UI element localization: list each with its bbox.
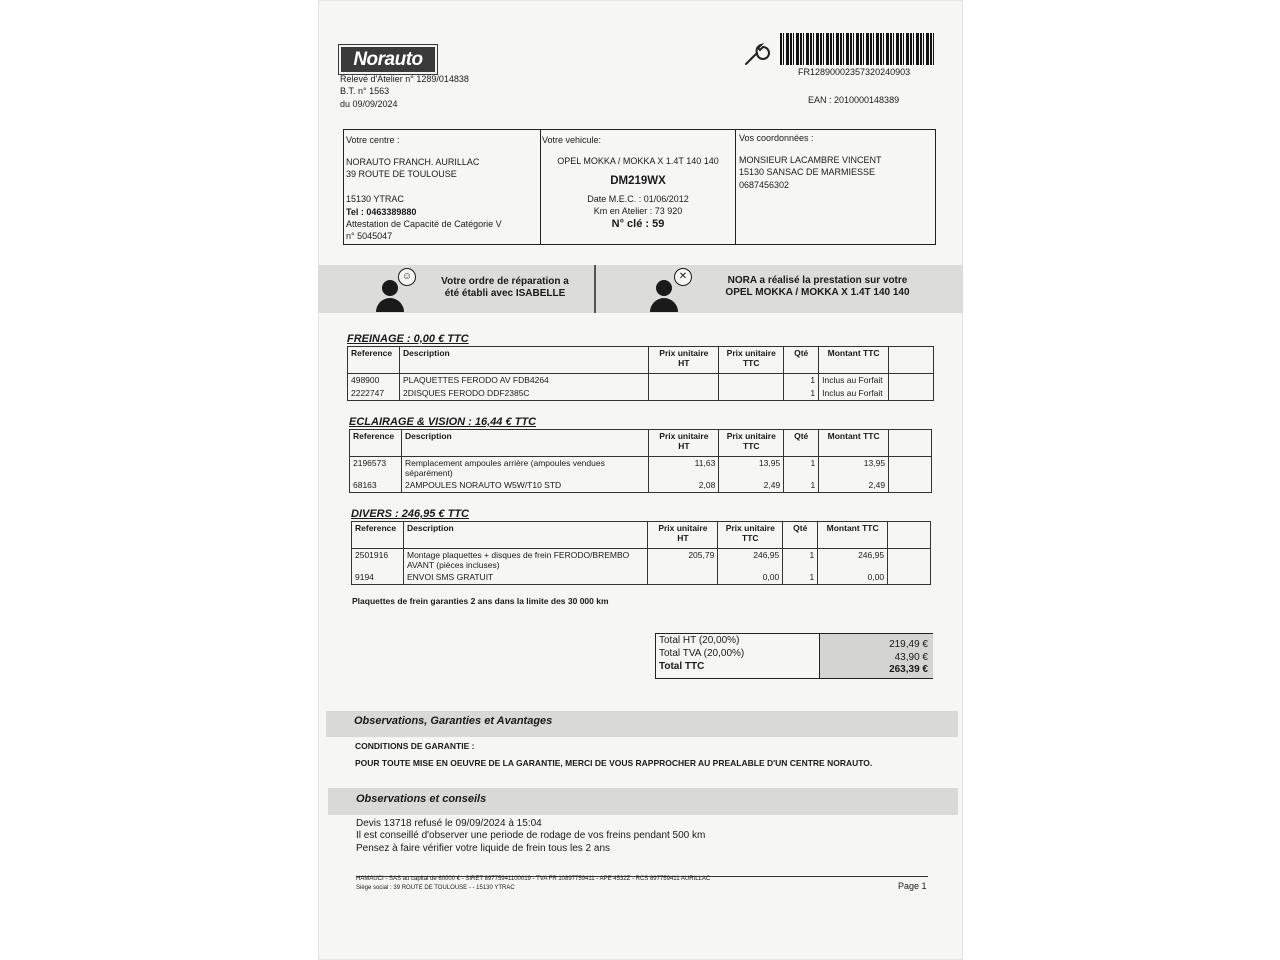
total-tva-label: Total TVA (20,00%) — [659, 648, 745, 659]
table-row: 2222747 2DISQUES FERODO DDF2385C 1 Inclus au Forfait — [348, 387, 934, 401]
col-montant: Montant TTC — [819, 430, 889, 457]
barcode — [780, 33, 935, 65]
col-description: Description — [403, 522, 647, 549]
conditions-text: POUR TOUTE MISE EN OEUVRE DE LA GARANTIE, MERCI DE VOUS RAPPROCHER AU PREALABLE D'UN CENTRE NORAUTO. — [355, 758, 873, 768]
table-row: 9194 ENVOI SMS GRATUIT 0,00 1 0,00 — [352, 571, 931, 585]
col-montant: Montant TTC — [819, 347, 889, 374]
total-tva-value: 43,90 € — [894, 652, 928, 663]
col-pu-ht: Prix unitaire HT — [648, 522, 718, 549]
totals-box — [655, 633, 933, 679]
smile-bubble-icon: ☺ — [398, 268, 416, 286]
eclairage-title: ECLAIRAGE & VISION : 16,44 € TTC — [349, 416, 537, 428]
conditions-label: CONDITIONS DE GARANTIE : — [355, 741, 475, 751]
divers-title: DIVERS : 246,95 € TTC — [351, 508, 469, 520]
col-pu-ht: Prix unitaire HT — [649, 347, 719, 374]
banner-left-line1: Votre ordre de réparation a — [441, 276, 569, 287]
norauto-logo: Norauto — [339, 45, 437, 74]
total-ht-value: 219,49 € — [889, 639, 928, 650]
freinage-title: FREINAGE : 0,00 € TTC — [347, 333, 469, 345]
divers-note: Plaquettes de frein garanties 2 ans dans la limite des 30 000 km — [352, 596, 609, 606]
centre-city: 15130 YTRAC — [346, 194, 404, 204]
col-qte: Qté — [783, 522, 818, 549]
table-header — [350, 430, 932, 457]
col-description: Description — [399, 347, 648, 374]
centre-label: Votre centre : — [346, 135, 400, 145]
col-description: Description — [401, 430, 648, 457]
vehicule-plate: DM219WX — [610, 175, 666, 187]
banner-left-line2: été établi avec ISABELLE — [444, 288, 566, 299]
centre-address: 39 ROUTE DE TOULOUSE — [346, 169, 457, 179]
coordonnees-label: Vos coordonnées : — [739, 133, 814, 143]
client-address: 15130 SANSAC DE MARMIESSE — [739, 167, 876, 177]
page-number: Page 1 — [898, 881, 927, 891]
vehicule-model: OPEL MOKKA / MOKKA X 1.4T 140 140 — [557, 156, 719, 166]
conseils-line1: Devis 13718 refusé le 09/09/2024 à 15:04 — [356, 818, 542, 829]
banner-divider — [594, 265, 596, 313]
centre-tel — [346, 206, 416, 218]
col-extra — [888, 522, 931, 549]
col-pu-ttc: Prix unitaire TTC — [719, 347, 784, 374]
wrench-icon — [742, 40, 770, 68]
banner-right-text — [700, 275, 935, 299]
advisor-person-icon — [374, 268, 414, 312]
ean-code: EAN : 2010000148389 — [808, 95, 900, 105]
table-row: 68163 2AMPOULES NORAUTO W5W/T10 STD 2,08 2,49 1 2,49 — [350, 479, 932, 493]
technician-person-icon — [648, 268, 692, 312]
tools-bubble-icon: ✕ — [674, 268, 692, 286]
releve-number: Relevé d'Atelier n° 1289/014838 — [340, 74, 469, 84]
observations-title: Observations, Garanties et Avantages — [354, 715, 553, 727]
table-row: 2501916 Montage plaquettes + disques de frein FERODO/BREMBO AVANT (pièces incluses) 205,79 246,95 1 246,95 — [352, 549, 931, 572]
col-qte: Qté — [784, 430, 819, 457]
centre-tel-label: Tel : — [346, 207, 367, 217]
vehicule-key-number: N° clé : 59 — [611, 218, 665, 230]
total-ttc-label: Total TTC — [659, 661, 705, 672]
table-row: 2196573 Remplacement ampoules arrière (ampoules vendues séparément) 11,63 13,95 1 13,95 — [350, 457, 932, 480]
total-ttc-value: 263,39 € — [889, 664, 928, 675]
col-extra — [889, 347, 934, 374]
eclairage-table — [349, 429, 932, 493]
divers-table — [351, 521, 931, 585]
col-qte: Qté — [784, 347, 819, 374]
vehicule-label: Votre vehicule: — [542, 135, 602, 145]
col-pu-ttc: Prix unitaire TTC — [718, 522, 783, 549]
col-pu-ttc: Prix unitaire TTC — [719, 430, 784, 457]
col-reference: Reference — [352, 522, 404, 549]
vehicule-km: Km en Atelier : 73 920 — [593, 206, 683, 216]
client-name: MONSIEUR LACAMBRE VINCENT — [739, 155, 882, 165]
client-phone: 0687456302 — [739, 180, 790, 190]
total-ht-label: Total HT (20,00%) — [659, 635, 740, 646]
conseils-line3: Pensez à faire vérifier votre liquide de frein tous les 2 ans — [356, 843, 611, 854]
table-row: 498900 PLAQUETTES FERODO AV FDB4264 1 Inclus au Forfait — [348, 374, 934, 388]
conseils-title: Observations et conseils — [356, 793, 487, 805]
centre-attestation-number: n° 5045047 — [346, 231, 393, 241]
banner-right-line2: OPEL MOKKA / MOKKA X 1.4T 140 140 — [725, 287, 910, 298]
table-header — [352, 522, 931, 549]
centre-tel-number: 0463389880 — [366, 207, 417, 217]
centre-attestation: Attestation de Capacité de Catégorie V — [346, 219, 502, 229]
vehicule-mec: Date M.E.C. : 01/06/2012 — [587, 194, 689, 204]
footer-address: Siège social : 39 ROUTE DE TOULOUSE - - 15130 YTRAC — [356, 885, 515, 891]
barcode-number: FR12890002357320240903 — [798, 67, 911, 77]
centre-name: NORAUTO FRANCH. AURILLAC — [346, 157, 480, 167]
conseils-line2: Il est conseillé d'observer une periode de rodage de vos freins pendant 500 km — [356, 830, 706, 841]
bt-number: B.T. n° 1563 — [340, 86, 390, 96]
col-montant: Montant TTC — [818, 522, 888, 549]
releve-date: du 09/09/2024 — [340, 99, 398, 109]
col-reference: Reference — [350, 430, 402, 457]
col-extra — [889, 430, 932, 457]
footer-company: HAMAUCI - SAS au capital de 60000 € - SIRET 89775941100019 - TVA FR 10897759411 - APE 4532Z - RCS 897759411 AURILLAC — [356, 876, 711, 882]
banner-left-text — [420, 276, 590, 300]
col-pu-ht: Prix unitaire HT — [649, 430, 719, 457]
freinage-table — [347, 346, 934, 401]
table-header — [348, 347, 934, 374]
col-reference: Reference — [348, 347, 400, 374]
banner-right-line1: NORA a réalisé la prestation sur votre — [727, 275, 908, 286]
